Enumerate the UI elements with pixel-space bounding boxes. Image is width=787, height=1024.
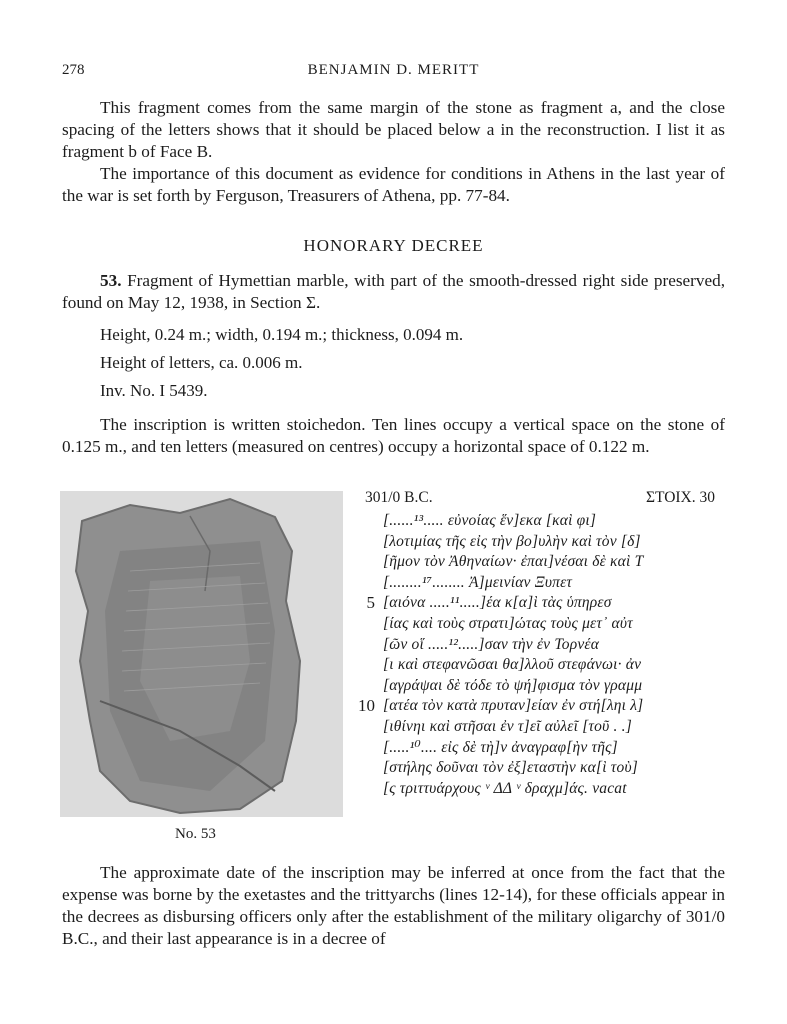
inscription-line: [ῆμον τὸν Ἀθηναίων· ἐπαι]νέσαι δὲ καὶ Τ xyxy=(383,553,644,571)
photo-caption: No. 53 xyxy=(175,826,216,842)
entry-number: 53. xyxy=(100,271,122,290)
inscription-header xyxy=(353,489,725,511)
inscription-line: [στήλης δοῦναι τὸν ἐξ]εταστὴν κα[ὶ τοὺ] xyxy=(383,759,639,777)
inscription-line: [.....¹⁰.... εἰς δὲ τὴ]ν ἀναγραφ[ὴν τῆς] xyxy=(383,738,618,756)
section-heading: HONORARY DECREE xyxy=(303,236,484,255)
stoichedon-count: ΣΤΟΙΧ. 30 xyxy=(645,489,715,506)
inscription-date: 301/0 B.C. xyxy=(365,489,433,506)
entry-spacing-note: The inscription is written stoichedon. Ten lines occupy a vertical space on the stone of 0.125 m., and ten letters (measured on centres) occupy a horizontal space of 0.122 m. xyxy=(62,415,725,456)
entry-description-text: Fragment of Hymettian marble, with part of the smooth-dressed right side preserved, found on May 12, 1938, in Section Σ. xyxy=(62,271,726,312)
intro-paragraph-2: The importance of this document as evidence for conditions in Athens in the last year of the war is set forth by Ferguson, Treasurers of Athena, pp. 77-84. xyxy=(62,164,725,205)
inscription-line: [αγράψαι δὲ τόδε τὸ ψή]φισμα τὸν γραμμ xyxy=(383,676,643,694)
inscription-line: [ίας καὶ τοὺς στρατι]ώτας τοὺς μετ᾽ αὐτ xyxy=(383,614,633,632)
running-head-author: BENJAMIN D. MERITT xyxy=(307,62,480,78)
inscription-line: [........¹⁷........ Ἀ]μεινίαν Ξυπετ xyxy=(383,573,573,591)
entry-dimensions: Height, 0.24 m.; width, 0.194 m.; thickness, 0.094 m. xyxy=(100,325,464,344)
page-number: 278 xyxy=(62,62,85,78)
running-head xyxy=(62,62,725,84)
inscription-text xyxy=(353,489,725,799)
inscription-line: [ς τριττυάρχους ᵛ ΔΔ ᵛ δραχμ]άς. vacat xyxy=(383,779,627,797)
entry-description xyxy=(62,270,725,314)
inscription-line: 10 [ατέα τὸν κατὰ πρυταν]είαν ἐν στή[ληι λ] xyxy=(358,696,644,716)
inscription-line: 5 [αιόνα .....¹¹.....]έα κ[α]ὶ τὰς ὑπηρεσ xyxy=(366,593,612,613)
intro-paragraph-1: This fragment comes from the same margin of the stone as fragment a, and the close spacing of the letters shows that it should be placed below a in the reconstruction. I list it as fragment b of Face B. xyxy=(62,98,725,161)
stone-fragment-photo xyxy=(60,491,343,817)
entry-letter-height: Height of letters, ca. 0.006 m. xyxy=(100,353,303,372)
inscription-line: [ιθίνηι καὶ στῆσαι ἐν τ]εῖ αὐλεῖ [τοῦ . .] xyxy=(383,717,632,735)
entry-inventory: Inv. No. I 5439. xyxy=(100,381,208,400)
inscription-line: [ῶν οἵ .....¹².....]σαν τὴν ἐν Τορνέα xyxy=(383,635,600,653)
closing-paragraph: The approximate date of the inscription may be inferred at once from the fact that the expense was borne by the exetastes and the trittyarchs (lines 12-14), for these officials appear in the decrees as disbursing officers only after the establishment of the military oligarchy of 301/0 B.C., and their last appearance is in a decree of xyxy=(62,863,725,948)
inscription-line: [ι καὶ στεφανῶσαι θα]λλοῦ στεφάνωι· ἀν xyxy=(383,656,642,674)
inscription-line: [λοτιμίας τῆς εἰς τὴν βο]υλὴν καὶ τὸν [δ] xyxy=(383,532,641,550)
inscription-line: [......¹³..... εὐνοίας ἕν]εκα [καὶ φι] xyxy=(383,512,597,529)
